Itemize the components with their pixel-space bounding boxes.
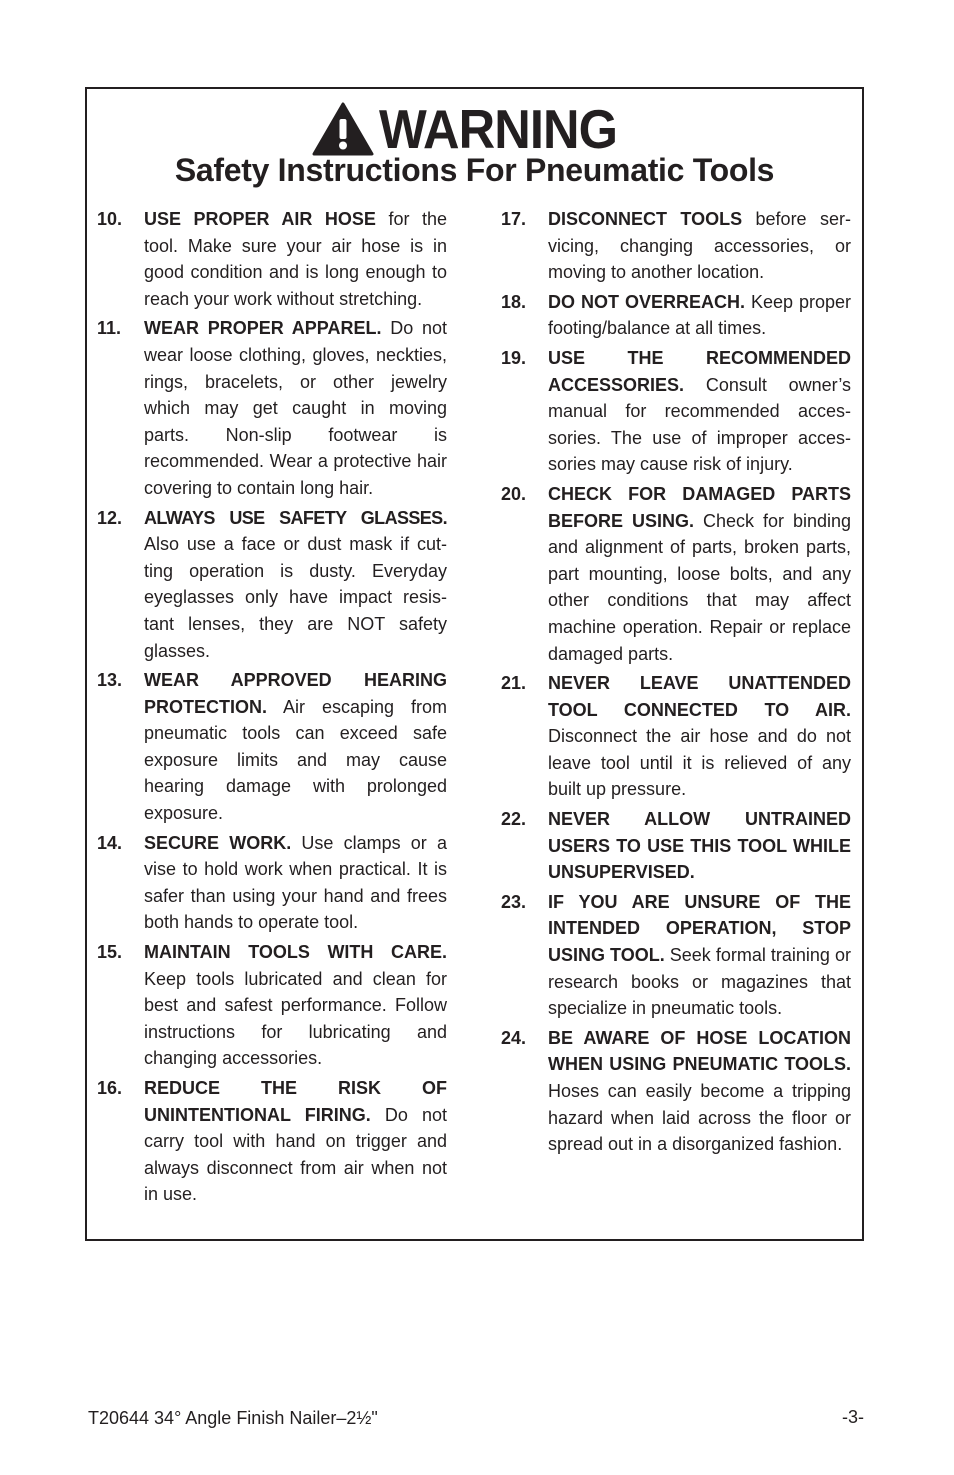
item-number: 19. <box>501 347 527 368</box>
safety-item <box>501 670 851 803</box>
item-body: for the tool. Make sure your air hose is in good condition and is long enough to reach your work without stretching. <box>144 209 448 309</box>
item-body: Keep tools lubricated and clean for best and safest performance. Follow instructions for lubricating and changing accessories. <box>144 968 447 1069</box>
item-heading: WEAR APPROVED HEARING PROTECTION. <box>144 670 447 717</box>
item-heading: DO NOT OVERREACH. <box>548 291 745 312</box>
item-number: 15. <box>97 942 123 963</box>
item-heading: SECURE WORK. <box>144 832 292 853</box>
item-text <box>144 1075 447 1208</box>
item-text <box>548 1025 851 1158</box>
item-body: before servicing, changing accessories, or moving to another location. <box>548 209 851 283</box>
item-number: 23. <box>501 891 527 912</box>
item-number: 14. <box>97 832 123 853</box>
item-body: Air escaping from pneumatic tools can exceed safe exposure limits and may cause hearing damage with prolonged exposure. <box>144 696 447 824</box>
item-text <box>144 315 447 501</box>
item-number: 22. <box>501 809 527 830</box>
safety-item <box>501 206 851 286</box>
safety-item <box>501 806 851 886</box>
item-heading: WEAR PROPER APPAREL. <box>144 318 382 339</box>
item-text <box>144 505 447 665</box>
safety-item <box>97 505 447 665</box>
item-heading: ALWAYS USE SAFETY GLASSES. <box>144 507 447 528</box>
item-body: Also use a face or dust mask if cutting operation is dusty. Everyday eyeglasses only have impact resistant lenses, they are NOT safety glasses. <box>144 534 447 661</box>
item-heading: CHECK FOR DAMAGED PARTS BEFORE USING. <box>548 483 851 531</box>
item-heading: DISCONNECT TOOLS <box>548 209 743 229</box>
item-body: Hoses can easily become a tripping hazard when laid across the floor or spread out in a disorganized fashion. <box>548 1081 851 1155</box>
item-heading: NEVER ALLOW UNTRAINED USERS TO USE THIS TOOL WHILE UNSUPERVISED. <box>548 809 851 883</box>
item-body: Use clamps or a vise to hold work when practical. It is safer than using your hand and frees both hands to operate tool. <box>144 832 447 933</box>
item-text <box>548 670 851 803</box>
item-number: 18. <box>501 291 527 312</box>
warning-triangle-icon <box>311 101 375 157</box>
warning-box <box>85 87 864 1241</box>
item-body: Disconnect the air hose and do not leave tool until it is relieved of any built up pressure. <box>548 726 851 800</box>
item-text <box>144 206 447 312</box>
item-heading: USE THE RECOMMENDED ACCESSORIES. <box>548 347 851 395</box>
safety-item <box>501 889 851 1022</box>
item-text <box>548 481 851 667</box>
item-text <box>548 806 851 886</box>
safety-item <box>97 667 447 827</box>
warning-heading: WARNING <box>379 98 618 160</box>
item-number: 11. <box>97 318 122 339</box>
item-text <box>144 939 447 1072</box>
safety-item <box>97 1075 447 1208</box>
item-body: Check for binding and alignment of parts, broken parts, part mounting, loose bolts, and any other conditions that may affect machine operation. Repair or replace damaged parts. <box>548 510 851 664</box>
item-heading: BE AWARE OF HOSE LOCATION WHEN USING PNEUMATIC TOOLS. <box>548 1027 851 1075</box>
item-number: 24. <box>501 1027 527 1048</box>
item-body: Do not wear loose clothing, gloves, neckties, rings, bracelets, or other jewelry which may get caught in moving parts. Non-slip footwear is recommended. Wear a protective hair covering to contain long hair. <box>144 318 447 498</box>
item-text <box>548 889 851 1022</box>
item-text <box>548 289 851 342</box>
item-number: 21. <box>501 673 527 694</box>
item-heading: REDUCE THE RISK OF UNINTENTIONAL FIRING. <box>144 1078 447 1125</box>
item-text <box>144 830 447 936</box>
footer-model: T20644 34° Angle Finish Nailer–2½" <box>88 1408 378 1428</box>
item-number: 16. <box>97 1078 123 1098</box>
safety-item <box>501 1025 851 1158</box>
safety-item <box>97 830 447 936</box>
item-text <box>548 206 851 286</box>
item-number: 20. <box>501 483 527 504</box>
item-number: 13. <box>97 670 123 691</box>
item-number: 17. <box>501 209 527 229</box>
safety-item <box>501 481 851 667</box>
left-column <box>97 206 447 1211</box>
item-text <box>548 345 851 478</box>
page-number: -3- <box>842 1407 864 1427</box>
safety-item <box>501 289 851 342</box>
item-heading: IF YOU ARE UNSURE OF THE INTENDED OPERATION, STOP USING TOOL. <box>548 891 851 966</box>
item-body: Keep proper footing/balance at all times. <box>548 291 851 339</box>
safety-item <box>501 345 851 478</box>
item-number: 12. <box>97 507 123 528</box>
item-text <box>144 667 447 827</box>
item-body: Do not carry tool with hand on trigger and always disconnect from air when not in use. <box>144 1104 447 1205</box>
item-body: Consult owner’s manual for recommended accessories. The use of improper accessories may cause risk of injury. <box>548 374 851 475</box>
section-subtitle: Safety Instructions For Pneumatic Tools <box>174 152 775 188</box>
right-column <box>501 206 851 1161</box>
safety-item <box>97 939 447 1072</box>
safety-item <box>97 315 447 501</box>
safety-item <box>97 206 447 312</box>
item-body: Seek formal training or research books or magazines that specialize in pneumatic tools. <box>548 945 851 1019</box>
item-heading: NEVER LEAVE UNATTENDED TOOL CONNECTED TO AIR. <box>548 673 851 720</box>
item-heading: MAINTAIN TOOLS WITH CARE. <box>144 942 447 963</box>
item-number: 10. <box>97 209 123 229</box>
item-heading: USE PROPER AIR HOSE <box>144 209 376 229</box>
